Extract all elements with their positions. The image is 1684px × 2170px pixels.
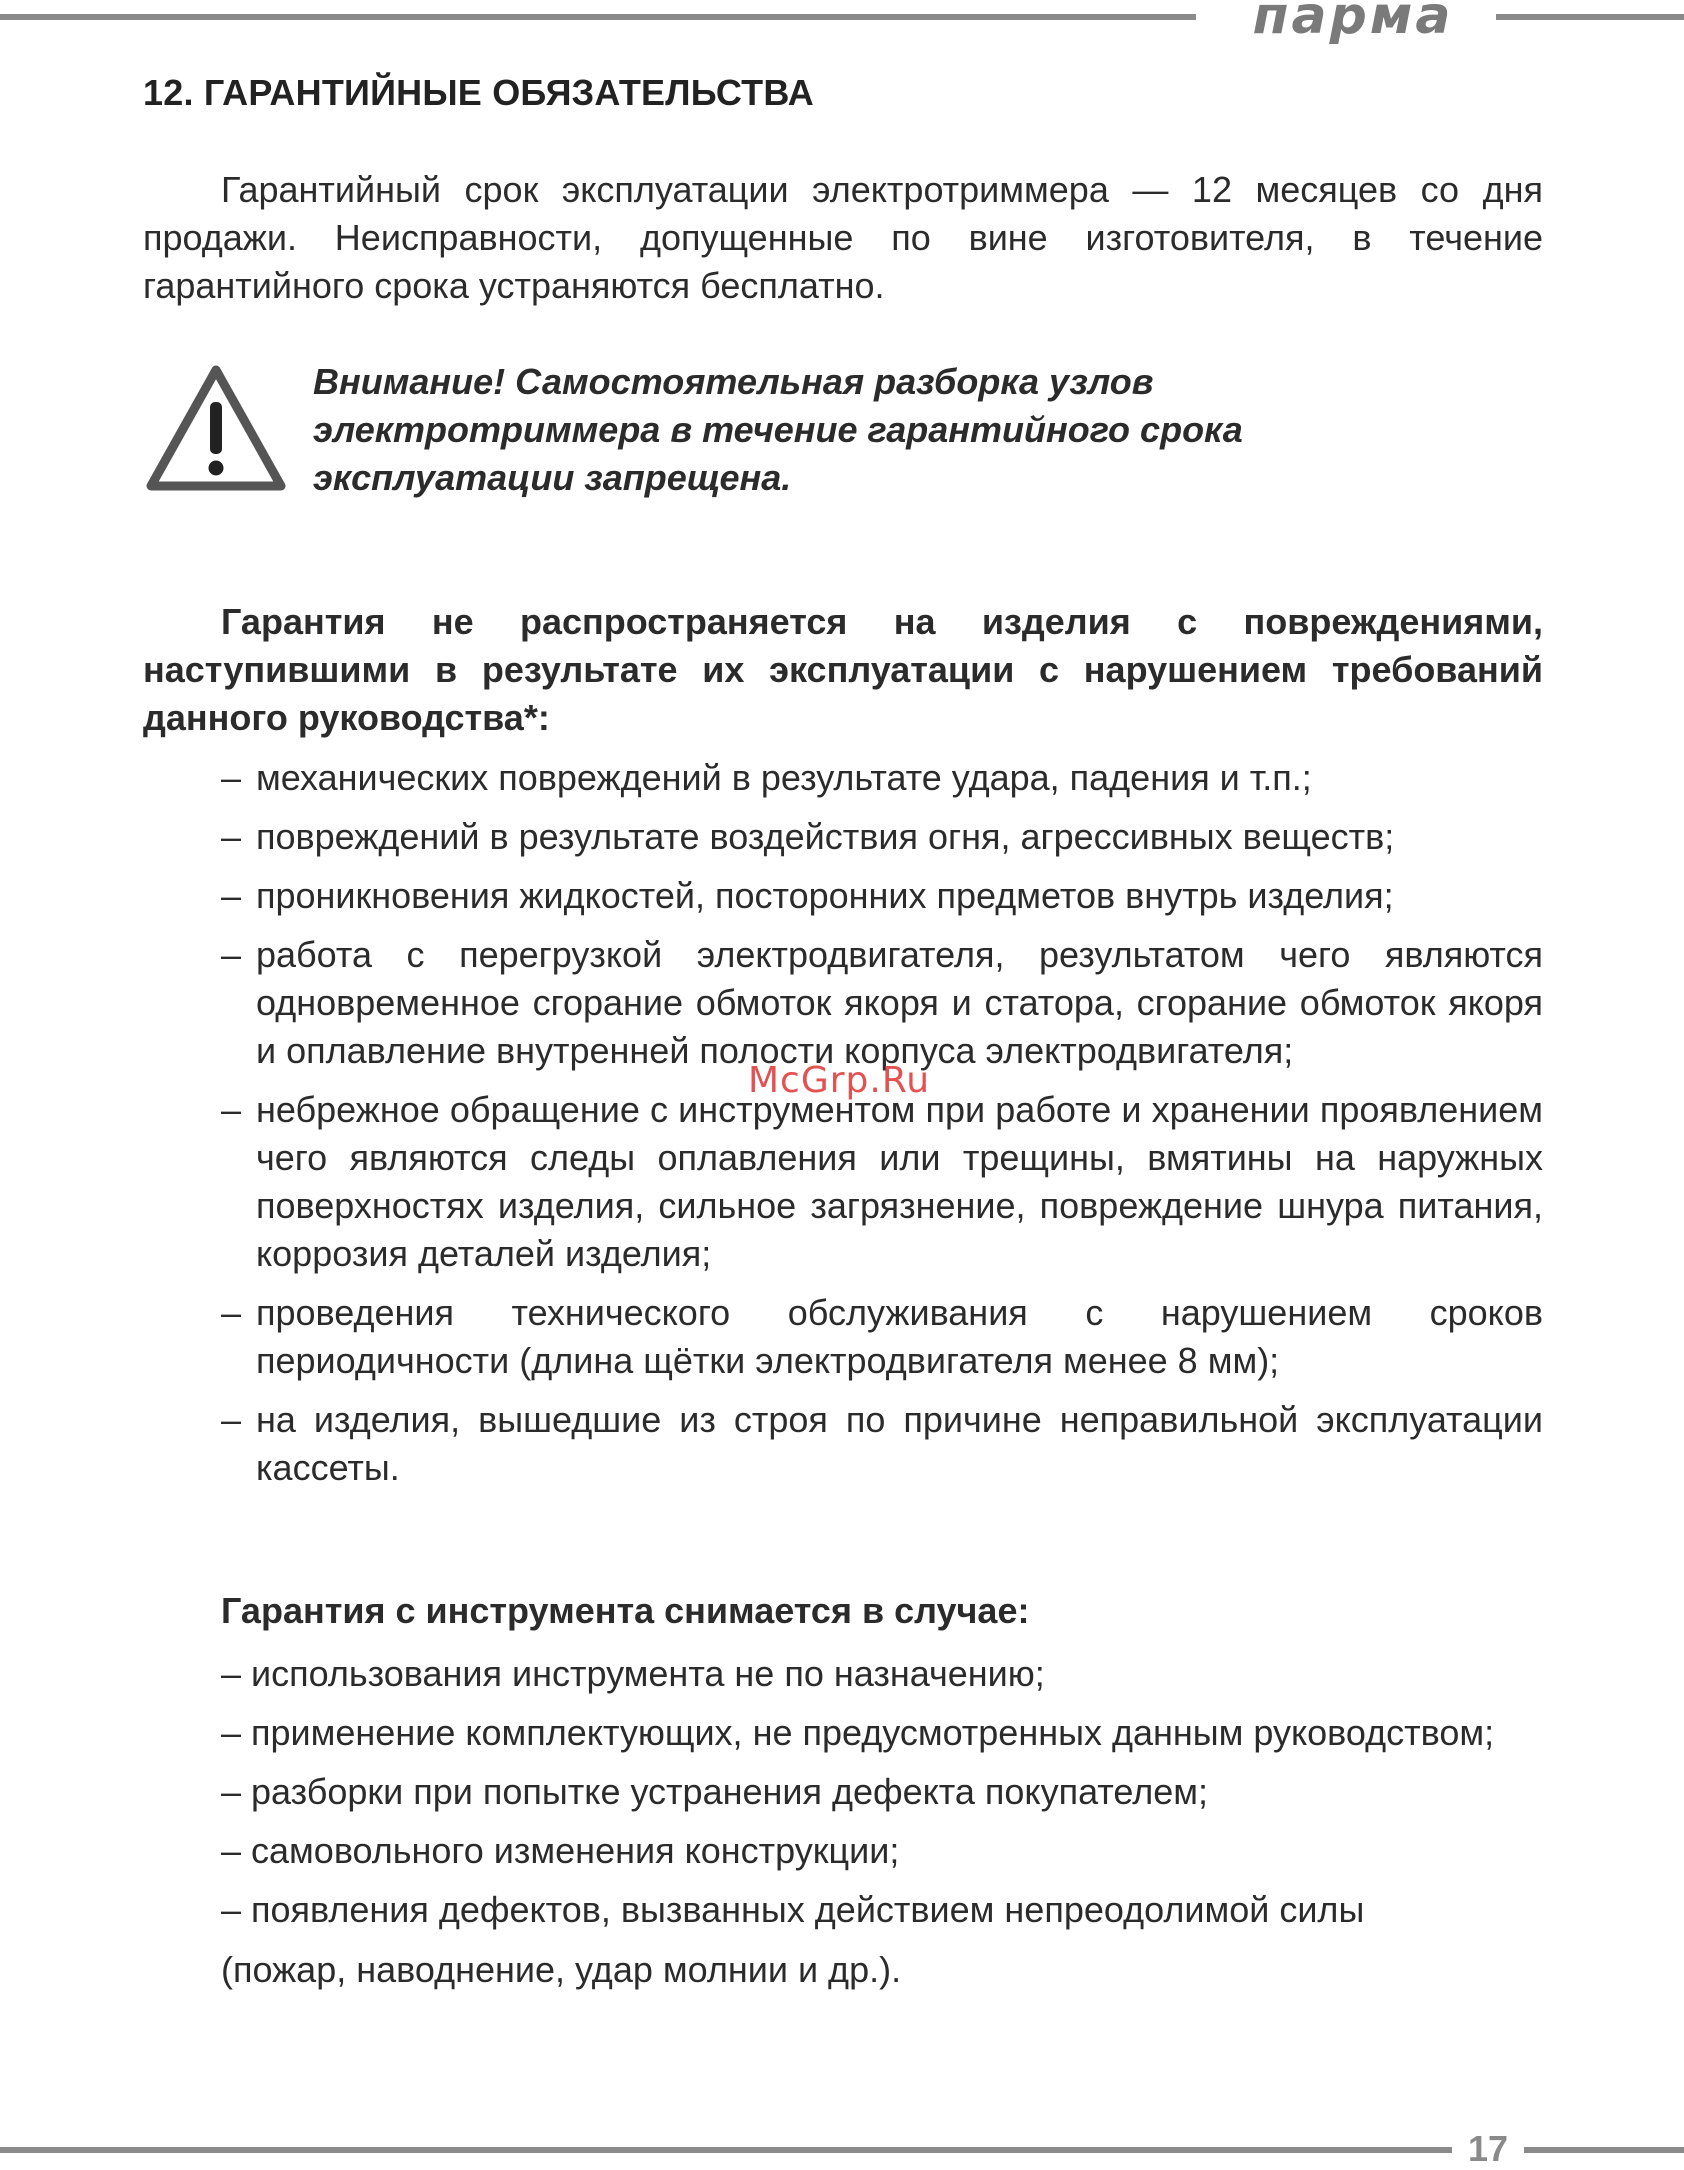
- list-item: – разборки при попытке устранения дефекта покупателем;: [221, 1771, 1208, 1812]
- removal-list: [221, 1650, 1543, 1945]
- list-item: – самовольного изменения конструкции;: [221, 1830, 900, 1871]
- footer-rule-right: [1524, 2147, 1684, 2153]
- exclusions-heading: Гарантия не распространяется на изделия с повреждениями, наступившими в результате их эксплуатации с нарушением требований данного руководства*:: [143, 601, 1543, 738]
- list-item: – механических повреждений в результате удара, падения и т.п.;: [221, 757, 1312, 798]
- watermark: McGrp.Ru: [748, 1060, 931, 1101]
- header-rule-left: [0, 14, 1196, 20]
- list-item: – небрежное обращение с инструментом при работе и хранении проявлением чего являются следы оплавления или трещины, вмятины на наружных поверхностях изделия, сильное загрязнение, повреждение шнура питания, коррозия деталей изделия;: [221, 1089, 1543, 1274]
- exclusions-list: [221, 754, 1543, 1503]
- list-item: – проникновения жидкостей, посторонних предметов внутрь изделия;: [221, 875, 1394, 916]
- brand-logo: парма: [1252, 0, 1454, 46]
- warning-text: Внимание! Самостоятельная разборка узлов электротриммера в течение гарантийного срока эксплуатации запрещена.: [313, 361, 1243, 498]
- list-item: – работа с перегрузкой электродвигателя, результатом чего являются одновременное сгорание обмоток якоря и статора, сгорание обмоток якоря и оплавление внутренней полости корпуса электродвигателя;: [221, 934, 1543, 1071]
- page-number: 17: [1467, 2128, 1509, 2169]
- removal-heading: Гарантия с инструмента снимается в случае:: [221, 1590, 1030, 1631]
- list-item: – применение комплектующих, не предусмотренных данным руководством;: [221, 1712, 1495, 1753]
- intro-paragraph: Гарантийный срок эксплуатации электротриммера — 12 месяцев со дня продажи. Неисправности, допущенные по вине изготовителя, в течение гарантийного срока устраняются бесплатно.: [143, 169, 1543, 306]
- warning-triangle-icon: [143, 362, 289, 494]
- removal-tail: (пожар, наводнение, удар молнии и др.).: [221, 1949, 902, 1990]
- list-item: – использования инструмента не по назначению;: [221, 1653, 1045, 1694]
- list-item: – повреждений в результате воздействия огня, агрессивных веществ;: [221, 816, 1395, 857]
- list-item: – появления дефектов, вызванных действием непреодолимой силы: [221, 1889, 1365, 1930]
- list-item: – на изделия, вышедшие из строя по причине неправильной эксплуатации кассеты.: [221, 1399, 1543, 1488]
- list-item: – проведения технического обслуживания с нарушением сроков периодичности (длина щётки электродвигателя менее 8 мм);: [221, 1292, 1543, 1381]
- section-title: 12. ГАРАНТИЙНЫЕ ОБЯЗАТЕЛЬСТВА: [143, 72, 814, 113]
- header-rule-right: [1496, 14, 1684, 20]
- footer-rule-left: [0, 2147, 1452, 2153]
